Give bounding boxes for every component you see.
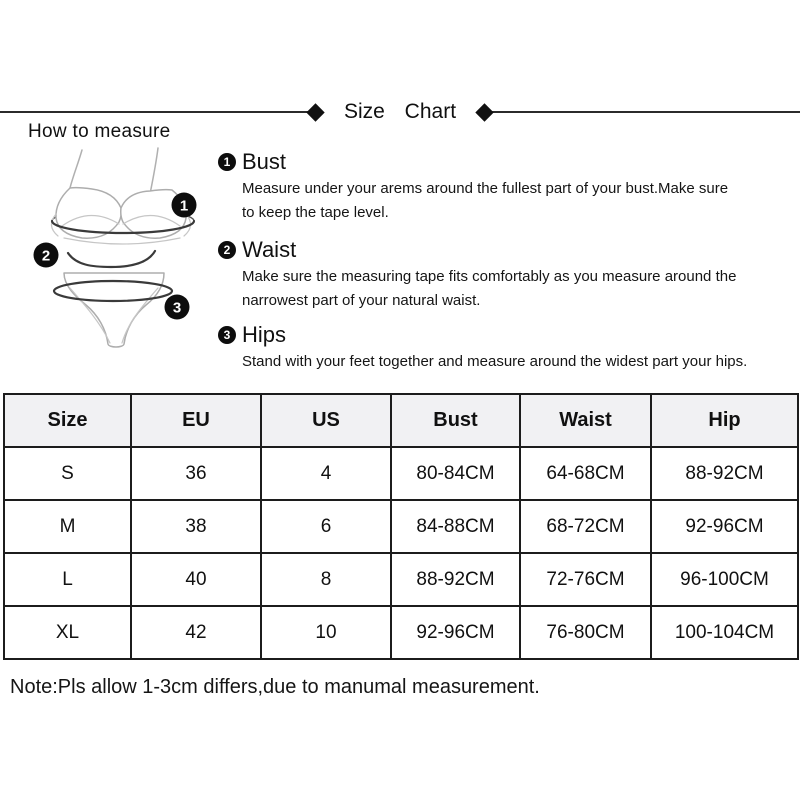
waist-instruction-line-1: Make sure the measuring tape fits comfortably as you measure around the	[242, 268, 737, 285]
figure-marker-waist	[34, 243, 59, 268]
section-waist-heading	[218, 236, 798, 263]
cell-size: M	[4, 500, 131, 553]
bust-title: Bust	[242, 149, 287, 174]
page-title: Size Chart	[343, 100, 457, 123]
cell-hip: 92-96CM	[651, 500, 798, 553]
bikini-strap-left	[70, 150, 82, 188]
table-row-s	[4, 447, 798, 500]
col-header-bust: Bust	[391, 394, 520, 447]
cell-bust: 80-84CM	[391, 447, 520, 500]
cell-us: 8	[261, 553, 391, 606]
col-header-eu: EU	[131, 394, 261, 447]
col-header-size: Size	[4, 394, 131, 447]
size-table-header-row	[4, 394, 798, 447]
bust-number-badge: 1	[218, 153, 236, 171]
cell-waist: 72-76CM	[520, 553, 651, 606]
bra-underband	[64, 238, 180, 244]
measurement-note: Note:Pls allow 1-3cm differs,due to manumal measurement.	[10, 676, 540, 698]
section-bust	[218, 148, 798, 225]
bust-instruction-line-1: Measure under your arems around the fullest part of your bust.Make sure	[242, 180, 729, 197]
cell-bust: 92-96CM	[391, 606, 520, 659]
cell-eu: 36	[131, 447, 261, 500]
cell-eu: 38	[131, 500, 261, 553]
cell-bust: 88-92CM	[391, 553, 520, 606]
cell-waist: 76-80CM	[520, 606, 651, 659]
waist-instruction-line-2: narrowest part of your natural waist.	[242, 292, 481, 309]
col-header-us: US	[261, 394, 391, 447]
section-waist	[218, 236, 798, 313]
hips-title: Hips	[242, 322, 287, 347]
waist-tape	[68, 251, 155, 267]
col-header-waist: Waist	[520, 394, 651, 447]
col-header-hip: Hip	[651, 394, 798, 447]
figure-marker-hips	[165, 295, 190, 320]
how-to-measure-title: How to measure	[28, 121, 171, 142]
hips-instruction-line-1: Stand with your feet together and measure around the widest part your hips.	[242, 353, 748, 370]
cell-eu: 42	[131, 606, 261, 659]
bust-instruction-line-2: to keep the tape level.	[242, 204, 389, 221]
cell-waist: 68-72CM	[520, 500, 651, 553]
section-bust-heading	[218, 148, 798, 175]
waist-number-badge: 2	[218, 241, 236, 259]
figure-marker-bust	[172, 193, 197, 218]
section-hips-heading	[218, 321, 798, 348]
cell-size: L	[4, 553, 131, 606]
cell-us: 6	[261, 500, 391, 553]
cell-eu: 40	[131, 553, 261, 606]
cell-waist: 64-68CM	[520, 447, 651, 500]
header-rule-left	[0, 111, 309, 113]
bikini-strap-right	[150, 148, 158, 194]
marker-3-number: 3	[172, 299, 182, 317]
waist-instructions	[242, 265, 798, 313]
diamond-icon	[475, 103, 493, 121]
header-rule-right	[491, 111, 800, 113]
size-table	[3, 393, 799, 660]
cell-us: 10	[261, 606, 391, 659]
bust-instructions	[242, 177, 798, 225]
bikini-measure-illustration	[22, 146, 222, 358]
cell-size: S	[4, 447, 131, 500]
cell-size: XL	[4, 606, 131, 659]
cell-us: 4	[261, 447, 391, 500]
cell-hip: 96-100CM	[651, 553, 798, 606]
waist-title: Waist	[242, 237, 297, 262]
cell-bust: 84-88CM	[391, 500, 520, 553]
marker-2-number: 2	[41, 247, 51, 265]
marker-1-number: 1	[179, 197, 189, 215]
hips-instructions	[242, 350, 798, 374]
hips-number-badge: 3	[218, 326, 236, 344]
table-row-xl	[4, 606, 798, 659]
cell-hip: 100-104CM	[651, 606, 798, 659]
table-row-m	[4, 500, 798, 553]
section-hips	[218, 321, 798, 374]
cell-hip: 88-92CM	[651, 447, 798, 500]
table-row-l	[4, 553, 798, 606]
